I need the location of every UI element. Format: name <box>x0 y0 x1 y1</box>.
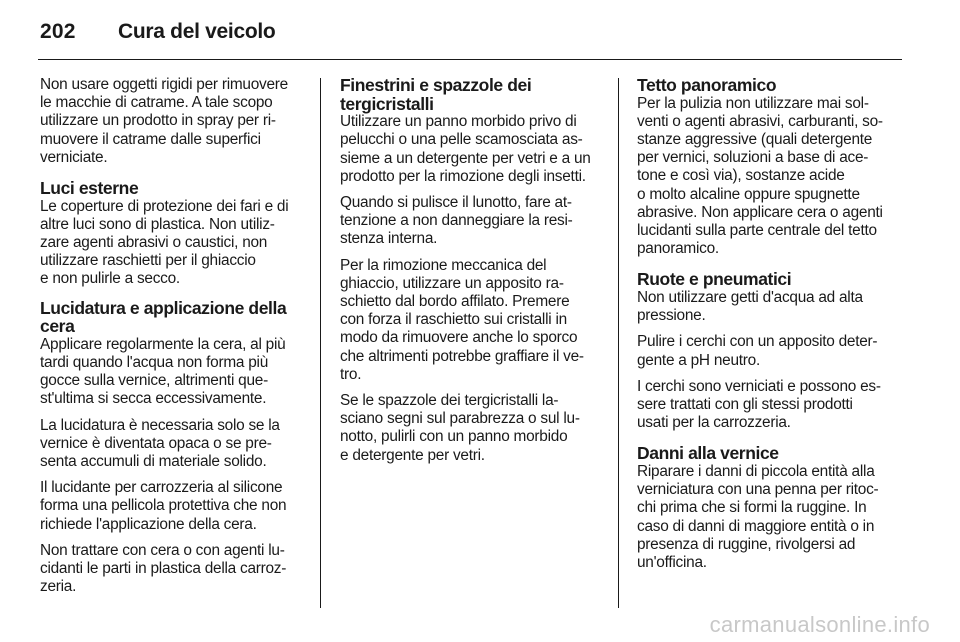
column-left <box>40 76 314 608</box>
page-number: 202 <box>40 20 76 43</box>
paragraph-windows-3: Per la rimozione meccanica del ghiaccio, utilizzare un apposito ra- schietto dal bordo affilato. Premere con forza il raschietto sui cristalli in modo da rimuovere anche lo sporco che altrimenti potrebbe graffiare il ve- tro. <box>340 256 584 383</box>
paragraph-tar-removal: Non usare oggetti rigidi per rimuovere le macchie di catrame. A tale scopo utilizzare un prodotto in spray per ri- muovere il catrame dalle superfici verniciate. <box>40 76 288 166</box>
paragraph-panoramic-roof: Per la pulizia non utilizzare mai sol- venti o agenti abrasivi, carburanti, so- stanze aggressive (quali detergente per vernici, soluzioni a base di ace- tone e così via), sostanze acide o molto alcaline oppure spugnette abrasive. Non applicare cera o agenti lucidanti sulla parte centrale del tetto panoramico. <box>637 94 883 258</box>
section-exterior-lights <box>40 179 314 289</box>
column-divider-left <box>320 78 321 608</box>
section-paint-damage <box>637 444 905 572</box>
page-title: Cura del veicolo <box>118 20 276 43</box>
column-middle <box>340 76 606 477</box>
paragraph-waxing-3: Il lucidante per carrozzeria al silicone forma una pellicola protettiva che non richiede l'applicazione della cera. <box>40 479 287 533</box>
section-wheels-tyres <box>637 270 905 432</box>
section-windows-wipers <box>340 76 606 465</box>
heading-windows-wipers: Finestrini e spazzole dei tergicristalli <box>340 75 532 114</box>
column-divider-right <box>618 78 619 608</box>
paragraph-waxing-1: Applicare regolarmente la cera, al più tardi quando l'acqua non forma più gocce sulla vernice, altrimenti que- st'ultima si secca eccessivamente. <box>40 335 286 408</box>
heading-paint-damage: Danni alla vernice <box>637 443 779 464</box>
paragraph-wheels-2: Pulire i cerchi con un apposito deter- gente a pH neutro. <box>637 333 878 369</box>
section-panoramic-roof <box>637 76 905 258</box>
heading-polishing-waxing: Lucidatura e applicazione della cera <box>40 297 287 337</box>
heading-panoramic-roof: Tetto panoramico <box>637 75 777 95</box>
section-intro <box>40 76 314 167</box>
watermark: carmanualsonline.info <box>709 612 930 637</box>
paragraph-windows-2: Quando si pulisce il lunotto, fare at- tenzione a non danneggiare la resi- stenza interna. <box>340 194 573 248</box>
header-rule <box>38 59 902 60</box>
paragraph-windows-1: Utilizzare un panno morbido privo di pelucchi o una pelle scamosciata as- sieme a un detergente per vetri e a un prodotto per la rimozione degli insetti. <box>340 113 591 185</box>
paragraph-wheels-1: Non utilizzare getti d'acqua ad alta pressione. <box>637 289 863 325</box>
paragraph-windows-4: Se le spazzole dei tergicristalli la- sciano segni sul parabrezza o sul lu- notto, pulirli con un panno morbido e detergente per vetri. <box>340 392 580 464</box>
paragraph-paint-damage: Riparare i danni di piccola entità alla verniciatura con una penna per ritoc- chi prima che si formi la ruggine. In caso di danni di maggiore entità o in presenza di ruggine, rivolgersi ad un'officina. <box>637 463 879 572</box>
paragraph-waxing-2: La lucidatura è necessaria solo se la vernice è diventata opaca o se pre- senta accumuli di materiale solido. <box>40 416 280 471</box>
paragraph-wheels-3: I cerchi sono verniciati e possono es- sere trattati con gli stessi prodotti usati per la carrozzeria. <box>637 377 881 432</box>
heading-exterior-lights: Luci esterne <box>40 178 139 199</box>
heading-wheels-tyres: Ruote e pneumatici <box>637 269 792 290</box>
section-polishing-waxing <box>40 299 314 597</box>
column-right <box>637 76 905 584</box>
paragraph-exterior-lights: Le coperture di protezione dei fari e di altre luci sono di plastica. Non utiliz- zare agenti abrasivi o caustici, non utilizzare raschietti per il ghiaccio e non pulirle a secco. <box>40 197 289 288</box>
paragraph-waxing-4: Non trattare con cera o con agenti lu- cidanti le parti in plastica della carroz- zeria. <box>40 541 287 596</box>
